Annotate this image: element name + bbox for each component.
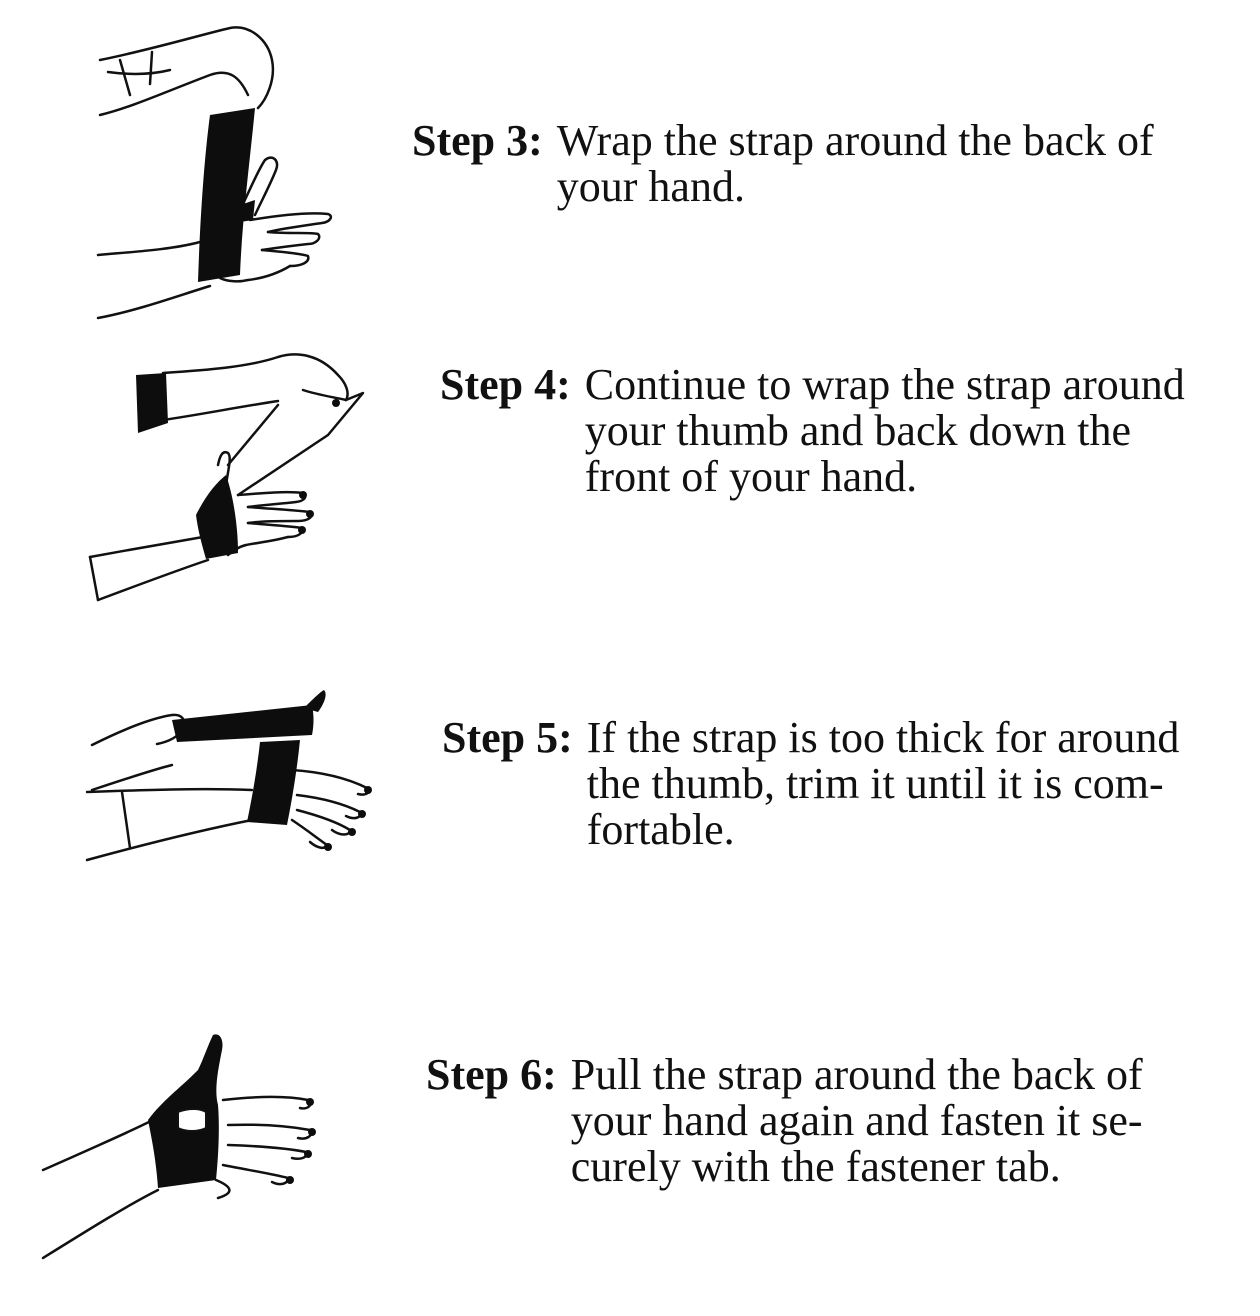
step-5-illustration	[82, 680, 382, 870]
step-3-line-1: Wrap the strap around the back of	[556, 116, 1154, 165]
step-4-illustration	[88, 345, 373, 605]
step-3-caption	[412, 118, 1154, 210]
step-5-caption	[442, 715, 1179, 853]
step-4-line-1: Continue to wrap the strap around	[584, 360, 1185, 409]
step-6	[0, 1010, 1260, 1310]
step-5	[0, 660, 1260, 890]
step-5-label: Step 5:	[442, 713, 573, 762]
step-6-illustration	[38, 1020, 338, 1270]
step-6-text	[571, 1052, 1143, 1190]
step-3	[0, 0, 1260, 330]
hand-trimming-strap-icon	[82, 680, 382, 870]
step-5-line-2: the thumb, trim it until it is com-	[586, 759, 1164, 808]
step-5-text	[587, 715, 1180, 853]
step-4-text	[585, 362, 1185, 500]
hand-wrapping-thumb-icon	[88, 345, 373, 605]
step-6-label: Step 6:	[426, 1050, 557, 1099]
step-4-caption	[440, 362, 1185, 500]
step-3-text	[557, 118, 1154, 210]
step-6-caption	[426, 1052, 1143, 1190]
step-6-line-2: your hand again and fasten it se-	[570, 1096, 1143, 1145]
hand-with-brace-icon	[38, 1020, 338, 1270]
hand-wrapping-strap-icon	[90, 20, 350, 330]
step-5-line-1: If the strap is too thick for around	[586, 713, 1180, 762]
step-6-line-3: curely with the fastener tab.	[570, 1142, 1061, 1191]
step-4	[0, 330, 1260, 620]
step-4-label: Step 4:	[440, 360, 571, 409]
step-4-line-3: front of your hand.	[584, 452, 918, 501]
step-3-line-2: your hand.	[556, 162, 745, 211]
step-4-line-2: your thumb and back down the	[584, 406, 1131, 455]
step-3-illustration	[90, 20, 350, 330]
step-3-label: Step 3:	[412, 116, 543, 165]
step-6-line-1: Pull the strap around the back of	[570, 1050, 1143, 1099]
step-5-line-3: fortable.	[586, 805, 735, 854]
